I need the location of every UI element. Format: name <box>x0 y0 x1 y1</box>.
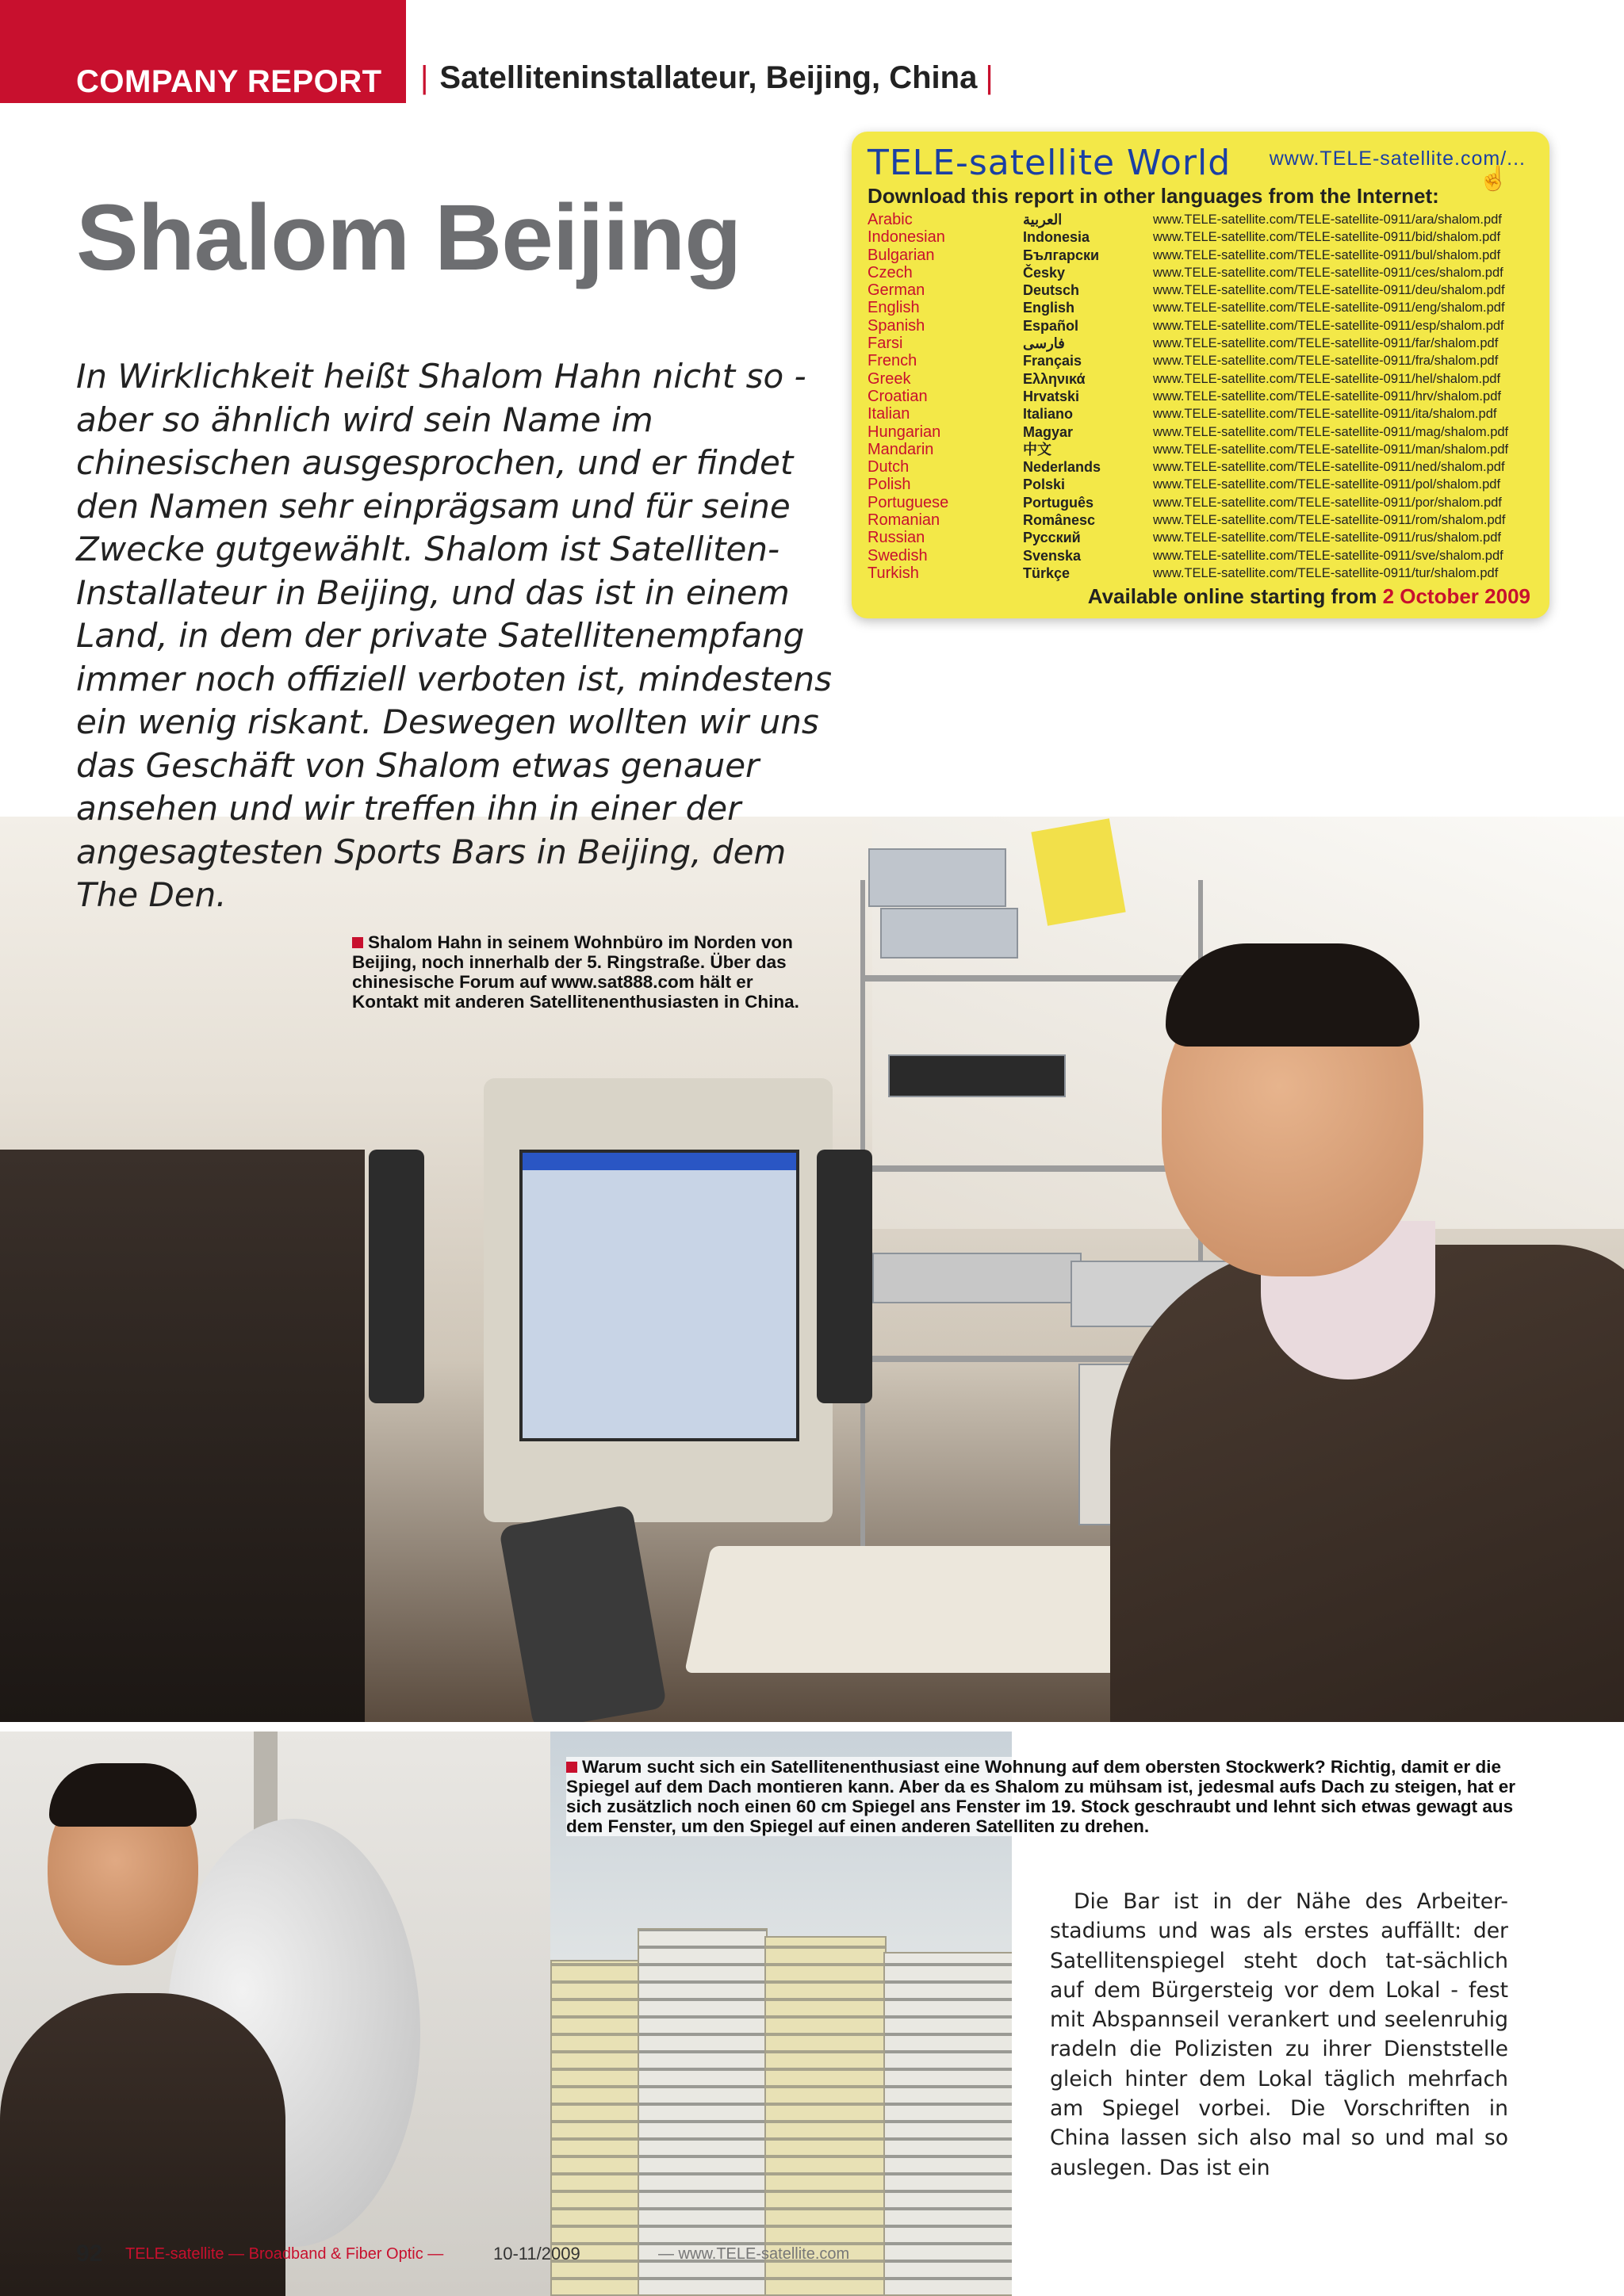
infobox-availability <box>1088 584 1530 609</box>
photo-receiver-box <box>872 1253 1082 1303</box>
photo-building <box>883 1952 1012 2296</box>
photo-monitor-screen <box>519 1150 799 1441</box>
language-row <box>868 264 1542 281</box>
language-row <box>868 423 1542 441</box>
photo-speaker-right <box>817 1150 872 1403</box>
language-download-box <box>852 132 1549 618</box>
language-pdf-link[interactable]: www.TELE-satellite.com/TELE-satellite-0911/rus/shalom.pdf <box>1153 530 1501 545</box>
language-pdf-link[interactable]: www.TELE-satellite.com/TELE-satellite-0911/bul/shalom.pdf <box>1153 247 1501 262</box>
caption-bullet <box>566 1762 577 1773</box>
language-native-name: Italiano <box>1023 406 1074 423</box>
photo-receiver-box <box>880 908 1018 959</box>
language-row <box>868 299 1542 316</box>
photo-building <box>764 1936 887 2296</box>
language-native-name: Românesc <box>1023 512 1096 529</box>
footer-site: — www.TELE-satellite.com <box>658 2245 850 2263</box>
photo-receiver-box <box>868 848 1006 907</box>
language-list <box>868 211 1542 582</box>
language-name: Mandarin <box>868 440 934 458</box>
photo-building <box>638 1928 768 2296</box>
language-name: Indonesian <box>868 228 945 247</box>
language-name: Dutch <box>868 458 910 476</box>
caption-window-dish <box>566 1757 1518 1836</box>
language-row <box>868 564 1542 582</box>
language-native-name: العربية <box>1023 212 1063 228</box>
language-name: Hungarian <box>868 423 941 441</box>
language-name: English <box>868 299 920 317</box>
header-separator: | <box>420 60 429 95</box>
language-name: Czech <box>868 263 913 281</box>
language-pdf-link[interactable]: www.TELE-satellite.com/TELE-satellite-0911/tur/shalom.pdf <box>1153 565 1499 580</box>
language-row <box>868 494 1542 511</box>
photo-person-shalom <box>1078 959 1624 1722</box>
header-subtitle-text: Satelliteninstallateur, Beijing, China <box>439 60 978 95</box>
language-pdf-link[interactable]: www.TELE-satellite.com/TELE-satellite-0911/por/shalom.pdf <box>1153 495 1502 510</box>
language-native-name: Português <box>1023 494 1094 511</box>
language-pdf-link[interactable]: www.TELE-satellite.com/TELE-satellite-0911/mag/shalom.pdf <box>1153 424 1509 439</box>
language-name: Arabic <box>868 211 913 228</box>
language-native-name: English <box>1023 300 1075 316</box>
caption-bullet <box>352 937 363 948</box>
infobox-title: TELE-satellite World <box>868 143 1231 183</box>
header-subtitle <box>420 60 1005 96</box>
language-native-name: Svenska <box>1023 547 1082 564</box>
language-pdf-link[interactable]: www.TELE-satellite.com/TELE-satellite-0911/hel/shalom.pdf <box>1153 371 1501 386</box>
infobox-download-text: Download this report in other languages from the Internet: <box>868 184 1439 208</box>
language-pdf-link[interactable]: www.TELE-satellite.com/TELE-satellite-0911/man/shalom.pdf <box>1153 442 1509 457</box>
language-pdf-link[interactable]: www.TELE-satellite.com/TELE-satellite-0911/ara/shalom.pdf <box>1153 212 1502 227</box>
language-native-name: Türkçe <box>1023 564 1071 581</box>
photo-speaker-left <box>369 1150 424 1403</box>
language-row <box>868 317 1542 335</box>
language-name: Spanish <box>868 316 925 335</box>
language-native-name: Deutsch <box>1023 282 1080 299</box>
language-pdf-link[interactable]: www.TELE-satellite.com/TELE-satellite-0911/far/shalom.pdf <box>1153 336 1499 351</box>
infobox-url-link[interactable]: www.TELE-satellite.com/... <box>1269 147 1526 170</box>
language-native-name: Español <box>1023 317 1079 334</box>
language-pdf-link[interactable]: www.TELE-satellite.com/TELE-satellite-0911/fra/shalom.pdf <box>1153 354 1499 369</box>
language-row <box>868 370 1542 388</box>
article-title: Shalom Beijing <box>76 186 741 290</box>
photo-yellow-note <box>1031 818 1125 926</box>
language-name: Russian <box>868 529 925 547</box>
availability-text: Available online starting from <box>1087 584 1377 608</box>
language-native-name: Magyar <box>1023 423 1074 440</box>
photo-home-office <box>0 817 1624 1722</box>
language-pdf-link[interactable]: www.TELE-satellite.com/TELE-satellite-0911/ita/shalom.pdf <box>1153 407 1497 422</box>
language-row <box>868 388 1542 405</box>
language-pdf-link[interactable]: www.TELE-satellite.com/TELE-satellite-0911/sve/shalom.pdf <box>1153 548 1503 563</box>
photo-window-dish <box>0 1732 550 2296</box>
language-row <box>868 335 1542 352</box>
language-row <box>868 352 1542 369</box>
language-name: Turkish <box>868 564 919 582</box>
language-native-name: Français <box>1023 353 1082 369</box>
language-pdf-link[interactable]: www.TELE-satellite.com/TELE-satellite-0911/ned/shalom.pdf <box>1153 460 1505 475</box>
page-number: 92 <box>76 2241 103 2267</box>
article-body: Die Bar ist in der Nähe des Arbeiter-stadiums und was als erstes auffällt: der Satellitenspiegel steht doch tat-sächlich auf dem Bürgersteig vor dem Lokal - fest mit Abspannseil verankert und seelenruhig radeln die Polizisten zu ihrer Dienststelle gleich hinter dem Lokal täglich mehrfach am Spiegel vorbei. Die Vorschriften in China lassen sich also mal so und mal so auslegen. Das ist ein <box>1050 1889 1508 2180</box>
language-row <box>868 441 1542 458</box>
language-name: German <box>868 281 925 300</box>
hand-pointer-icon: ☝ <box>1478 166 1508 192</box>
language-native-name: Hrvatski <box>1023 388 1080 404</box>
language-row <box>868 228 1542 246</box>
language-native-name: Български <box>1023 247 1100 263</box>
availability-date: 2 October 2009 <box>1382 584 1530 608</box>
language-name: Portuguese <box>868 493 949 511</box>
language-pdf-link[interactable]: www.TELE-satellite.com/TELE-satellite-0911/pol/shalom.pdf <box>1153 477 1501 492</box>
language-native-name: فارسی <box>1023 335 1065 352</box>
language-row <box>868 511 1542 529</box>
language-name: Polish <box>868 476 911 494</box>
language-pdf-link[interactable]: www.TELE-satellite.com/TELE-satellite-0911/bid/shalom.pdf <box>1153 230 1501 245</box>
language-row <box>868 458 1542 476</box>
language-pdf-link[interactable]: www.TELE-satellite.com/TELE-satellite-0911/esp/shalom.pdf <box>1153 318 1504 333</box>
language-name: French <box>868 352 917 370</box>
caption-home-office-text: Shalom Hahn in seinem Wohnbüro im Norden von Beijing, noch innerhalb der 5. Ringstraße. Über das chinesische Forum auf www.sat888.com hält er Kontakt mit anderen Satellitenenthusiasten in China. <box>352 932 799 1012</box>
language-native-name: Polski <box>1023 476 1066 493</box>
section-tab <box>0 0 406 103</box>
photo-dark-shelf <box>0 1150 365 1722</box>
language-row <box>868 281 1542 299</box>
language-row <box>868 476 1542 493</box>
section-label: COMPANY REPORT <box>76 64 382 99</box>
language-pdf-link[interactable]: www.TELE-satellite.com/TELE-satellite-0911/eng/shalom.pdf <box>1153 300 1505 316</box>
language-pdf-link[interactable]: www.TELE-satellite.com/TELE-satellite-0911/rom/shalom.pdf <box>1153 513 1506 528</box>
language-row <box>868 547 1542 564</box>
language-name: Farsi <box>868 335 903 353</box>
language-name: Croatian <box>868 387 928 405</box>
language-pdf-link[interactable]: www.TELE-satellite.com/TELE-satellite-0911/hrv/shalom.pdf <box>1153 388 1501 404</box>
header-separator-end: | <box>985 60 994 95</box>
footer-issue: 10-11/2009 <box>493 2244 580 2263</box>
language-pdf-link[interactable]: www.TELE-satellite.com/TELE-satellite-0911/deu/shalom.pdf <box>1153 283 1505 298</box>
language-native-name: Русский <box>1023 530 1081 546</box>
caption-home-office <box>352 932 812 1012</box>
language-pdf-link[interactable]: www.TELE-satellite.com/TELE-satellite-0911/ces/shalom.pdf <box>1153 265 1503 280</box>
caption-window-dish-text: Warum sucht sich ein Satellitenenthusiast eine Wohnung auf dem obersten Stockwerk? Richtig, damit er die Spiegel auf dem Dach montieren kann. Aber da es Shalom zu mühsam ist, jedesmal aufs Dach zu steigen, hat er sich zusätzlich noch einen 60 cm Spiegel ans Fenster im 19. Stock geschraubt und lehnt sich etwas gewagt aus dem Fenster, um den Spiegel auf einen anderen Satelliten zu drehen. <box>566 1757 1515 1836</box>
language-name: Bulgarian <box>868 246 935 264</box>
language-row <box>868 529 1542 546</box>
language-name: Italian <box>868 405 910 423</box>
language-native-name: 中文 <box>1023 441 1051 457</box>
language-row <box>868 247 1542 264</box>
footer-magazine: TELE-satellite — Broadband & Fiber Optic — <box>125 2245 444 2263</box>
language-native-name: Česky <box>1023 264 1066 281</box>
language-name: Greek <box>868 369 911 388</box>
language-row <box>868 405 1542 423</box>
language-native-name: Nederlands <box>1023 459 1101 476</box>
language-native-name: Ελληνικά <box>1023 370 1086 387</box>
language-native-name: Indonesia <box>1023 229 1090 246</box>
article-intro: In Wirklichkeit heißt Shalom Hahn nicht so - aber so ähnlich wird sein Name im chinesischen ausgesprochen, und er findet den Namen sehr einprägsam und für seine Zwecke gutgewählt. Shalom ist Satelliten-Installateur in Beijing, und das ist in einem Land, in dem der private Satellitenempfang immer noch offiziell verboten ist, mindestens ein wenig riskant. Deswegen wollten wir uns das Geschäft von Shalom etwas genauer ansehen und wir treffen ihn in einer der angesagtesten Sports Bars in Beijing, dem The Den. <box>76 357 832 914</box>
language-row <box>868 211 1542 228</box>
photo-pda <box>499 1504 668 1722</box>
photo-receiver-box <box>888 1054 1066 1097</box>
language-name: Swedish <box>868 546 928 564</box>
language-name: Romanian <box>868 511 940 530</box>
